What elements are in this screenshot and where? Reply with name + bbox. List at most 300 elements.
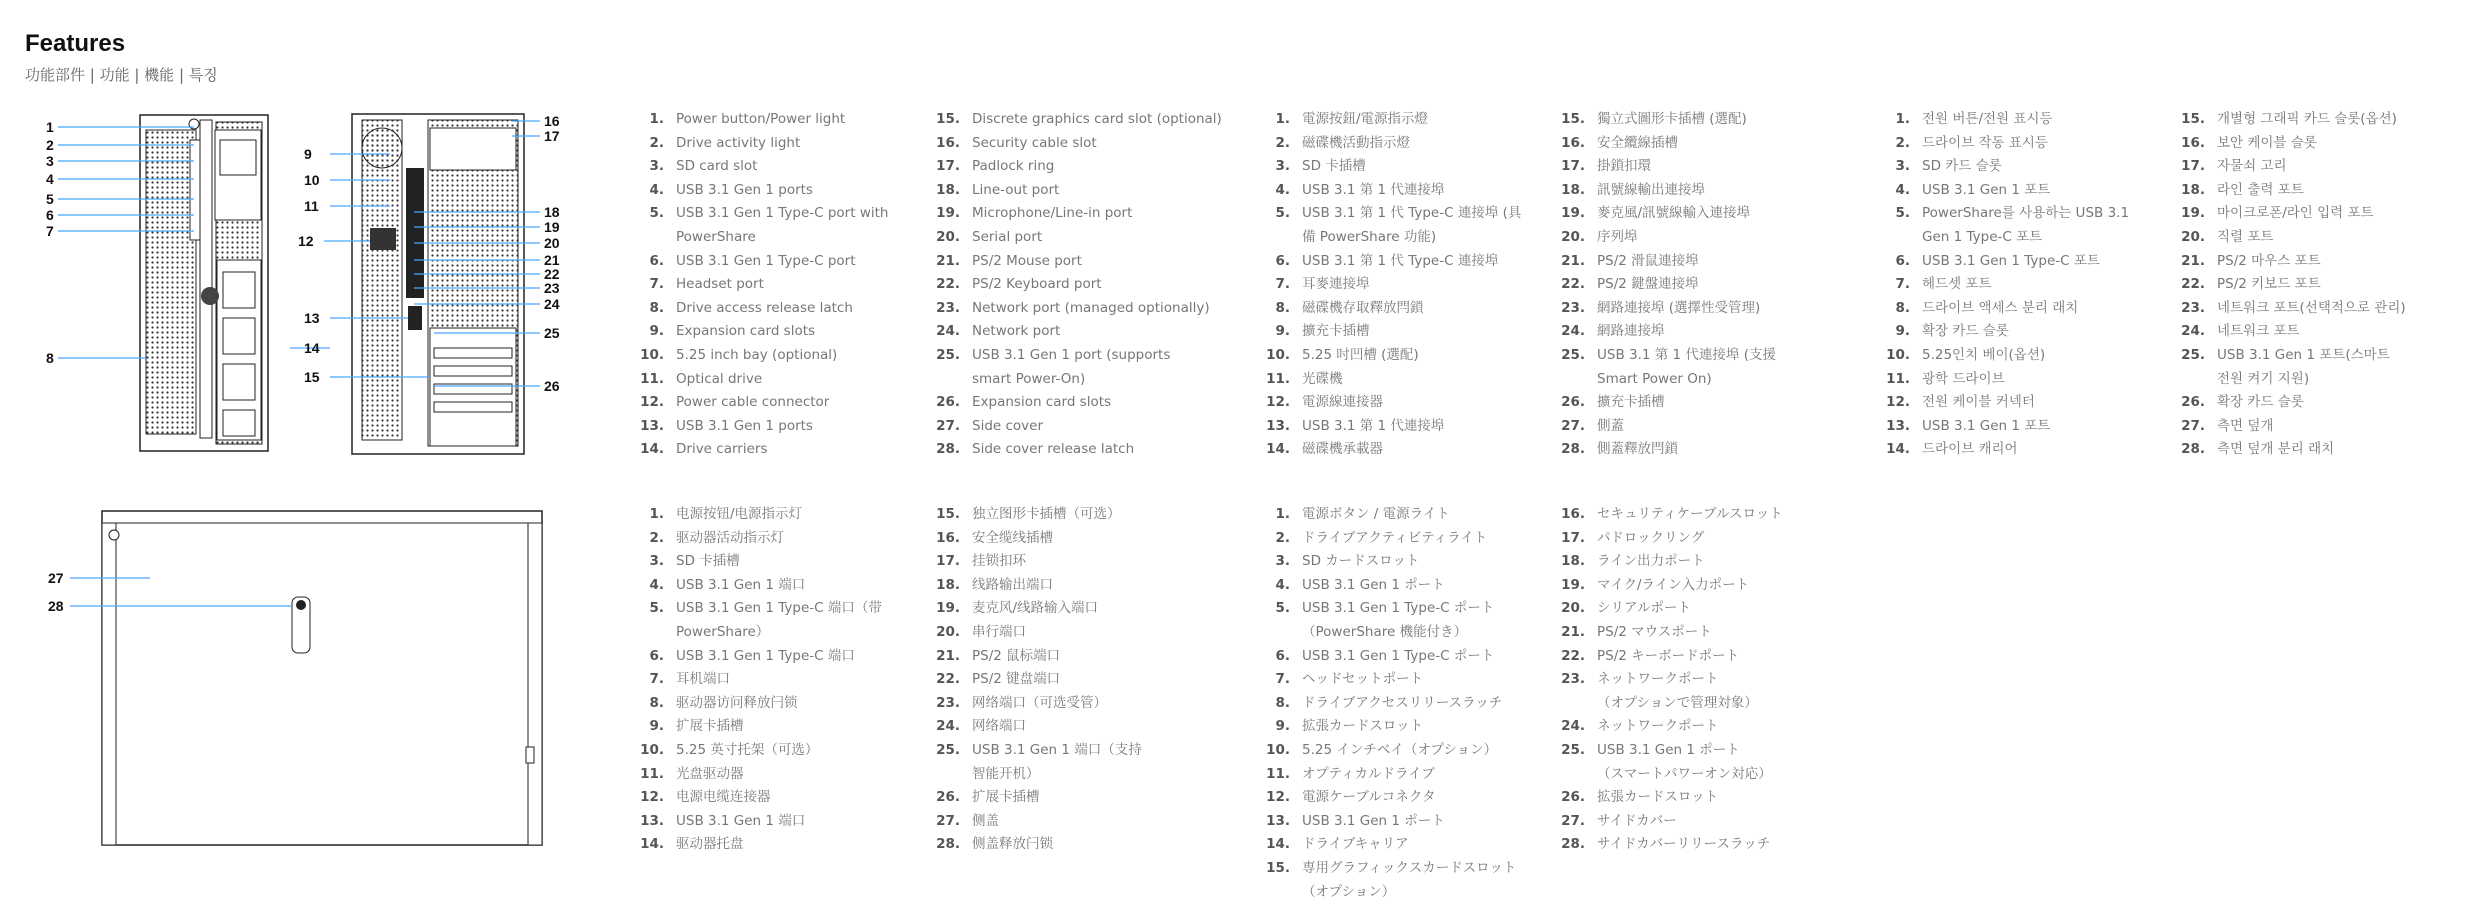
item-label: 安全纜線插槽 — [1597, 134, 1678, 151]
item-label: サイドカバー — [1597, 812, 1677, 829]
item-label: 電源線連接器 — [1302, 394, 1383, 411]
item-number: 12. — [640, 789, 664, 806]
item-label: USB 3.1 Gen 1 ports — [676, 417, 813, 434]
list-item — [1880, 415, 2180, 439]
callout-28: 28 — [48, 598, 64, 614]
item-number: 7. — [649, 276, 664, 293]
item-number: 16. — [1561, 134, 1585, 151]
list-item — [1555, 108, 1855, 132]
list-item — [1880, 250, 2180, 274]
legend-japanese-1 — [1260, 503, 1560, 904]
list-item — [1260, 550, 1560, 574]
item-label: PS/2 키보드 포트 — [2217, 276, 2321, 293]
list-item — [930, 715, 1240, 739]
list-item — [2175, 438, 2475, 462]
item-number: 17. — [1561, 529, 1585, 546]
list-item — [2175, 132, 2475, 156]
item-number: 5. — [649, 205, 664, 222]
item-label: PS/2 キーボードポート — [1597, 647, 1740, 664]
item-label: Serial port — [972, 228, 1043, 245]
item-label: 侧盖释放闩锁 — [972, 836, 1053, 853]
item-label: Side cover release latch — [972, 441, 1135, 458]
item-label: SD 卡插槽 — [1302, 158, 1366, 175]
item-number: 24. — [936, 718, 960, 735]
callout-22: 22 — [544, 266, 560, 282]
item-number: 13. — [640, 812, 664, 829]
item-label: サイドカバーリリースラッチ — [1597, 836, 1771, 853]
list-item — [2175, 273, 2475, 297]
item-number: 6. — [1895, 252, 1910, 269]
list-item — [1555, 574, 1855, 598]
callout-27: 27 — [48, 570, 64, 586]
item-label: USB 3.1 Gen 1 Type-C ポート — [1302, 647, 1495, 664]
list-item — [634, 527, 930, 551]
item-number: 26. — [936, 394, 960, 411]
item-label: Drive access release latch — [676, 299, 853, 316]
rear-view-diagram — [290, 108, 600, 458]
list-item — [930, 527, 1240, 551]
callout-2: 2 — [46, 137, 54, 153]
item-label: 磁碟機活動指示燈 — [1302, 134, 1410, 151]
item-number: 23. — [936, 299, 960, 316]
list-item — [930, 645, 1240, 669]
list-item — [634, 132, 930, 156]
list-item — [930, 621, 1240, 645]
item-number: 22. — [2181, 276, 2205, 293]
list-item — [1555, 415, 1855, 439]
legend-traditional-chinese-2 — [1555, 108, 1855, 462]
callout-11: 11 — [304, 198, 319, 214]
list-item — [1260, 668, 1560, 692]
list-item — [1880, 297, 2180, 321]
item-label: Expansion card slots — [972, 394, 1112, 411]
list-item — [930, 179, 1240, 203]
list-item — [1555, 297, 1855, 321]
item-label: USB 3.1 Gen 1 Type-C port with PowerShare — [676, 205, 889, 245]
list-item — [634, 344, 930, 368]
callout-25: 25 — [544, 325, 560, 341]
front-view-diagram — [40, 110, 280, 460]
item-number: 3. — [1275, 158, 1290, 175]
item-number: 22. — [936, 276, 960, 293]
item-number: 19. — [2181, 205, 2205, 222]
item-label: 드라이브 작동 표시등 — [1922, 134, 2048, 151]
item-number: 6. — [1275, 647, 1290, 664]
list-item — [1555, 250, 1855, 274]
item-number: 15. — [1561, 111, 1585, 127]
list-item — [930, 320, 1240, 344]
item-label: Discrete graphics card slot (optional) — [972, 111, 1222, 127]
item-label: Line-out port — [972, 181, 1060, 198]
item-label: 麥克風/訊號線輸入連接埠 — [1597, 205, 1751, 222]
item-number: 14. — [1266, 836, 1290, 853]
item-number: 5. — [1895, 205, 1910, 222]
item-number: 12. — [1266, 394, 1290, 411]
item-label: 电源电缆连接器 — [676, 789, 771, 806]
item-number: 14. — [640, 836, 664, 853]
item-label: 専用グラフィックスカードスロット （オプション） — [1302, 859, 1517, 900]
item-number: 16. — [936, 529, 960, 546]
list-item — [930, 391, 1240, 415]
list-item — [1260, 715, 1560, 739]
callout-1: 1 — [46, 119, 54, 135]
item-number: 21. — [1561, 623, 1585, 640]
item-number: 11. — [640, 370, 664, 387]
item-number: 8. — [1895, 299, 1910, 316]
list-item — [930, 132, 1240, 156]
callout-21: 21 — [544, 252, 560, 268]
item-number: 16. — [936, 134, 960, 151]
list-item — [1880, 344, 2180, 368]
item-label: USB 3.1 Gen 1 port (supports smart Power-On) — [972, 346, 1171, 387]
item-number: 3. — [649, 553, 664, 570]
item-number: 5. — [1275, 600, 1290, 617]
item-number: 8. — [1275, 299, 1290, 316]
item-label: 光碟機 — [1302, 370, 1343, 387]
item-label: 挂锁扣环 — [972, 553, 1026, 570]
item-label: 驱动器活动指示灯 — [676, 529, 784, 546]
item-number: 13. — [1266, 417, 1290, 434]
item-label: USB 3.1 Gen 1 Type-C 端口（带 PowerShare） — [676, 600, 882, 640]
item-number: 15. — [2181, 111, 2205, 127]
item-label: 라인 출력 포트 — [2217, 181, 2304, 198]
item-number: 9. — [649, 323, 664, 340]
list-item — [634, 550, 930, 574]
callout-10: 10 — [304, 172, 320, 188]
list-item — [634, 320, 930, 344]
item-number: 15. — [936, 506, 960, 522]
list-item — [1260, 597, 1560, 644]
item-number: 17. — [936, 158, 960, 175]
item-label: Network port (managed optionally) — [972, 299, 1210, 316]
item-label: 5.25 inch bay (optional) — [676, 346, 838, 363]
item-number: 9. — [1275, 718, 1290, 735]
item-label: USB 3.1 第 1 代連接埠 — [1302, 417, 1445, 434]
list-item — [634, 179, 930, 203]
item-label: USB 3.1 Gen 1 ports — [676, 181, 813, 198]
item-label: USB 3.1 Gen 1 端口 — [676, 576, 806, 593]
item-label: Padlock ring — [972, 158, 1055, 175]
item-label: Optical drive — [676, 370, 763, 387]
item-label: ネットワークポート （オプションで管理対象） — [1597, 671, 1758, 711]
item-label: USB 3.1 Gen 1 端口 — [676, 812, 806, 829]
list-item — [1260, 786, 1560, 810]
list-item — [1555, 833, 1855, 857]
item-number: 1. — [649, 111, 664, 127]
list-item — [1260, 132, 1560, 156]
item-number: 24. — [1561, 718, 1585, 735]
list-item — [1555, 668, 1855, 715]
item-label: USB 3.1 Gen 1 포트(스마트 전원 켜기 지원) — [2217, 346, 2390, 387]
item-label: SD カードスロット — [1302, 553, 1420, 570]
item-label: 광학 드라이브 — [1922, 370, 2005, 387]
callout-7: 7 — [46, 223, 54, 239]
list-item — [2175, 108, 2475, 132]
list-item — [930, 692, 1240, 716]
item-number: 27. — [936, 417, 960, 434]
item-number: 12. — [640, 394, 664, 411]
item-number: 23. — [936, 694, 960, 711]
item-number: 1. — [1275, 506, 1290, 522]
legend-japanese-2 — [1555, 503, 1855, 857]
item-number: 26. — [2181, 394, 2205, 411]
item-number: 5. — [649, 600, 664, 617]
list-item — [1555, 344, 1855, 391]
item-label: 串行端口 — [972, 623, 1026, 640]
item-label: 安全缆线插槽 — [972, 529, 1053, 546]
item-number: 9. — [1275, 323, 1290, 340]
item-number: 15. — [936, 111, 960, 127]
item-number: 15. — [1266, 859, 1290, 876]
item-number: 10. — [640, 741, 664, 758]
callout-17: 17 — [544, 128, 560, 144]
list-item — [634, 668, 930, 692]
item-number: 28. — [1561, 441, 1585, 458]
list-item — [930, 503, 1240, 527]
item-number: 23. — [1561, 299, 1585, 316]
list-item — [930, 438, 1240, 462]
item-number: 24. — [2181, 323, 2205, 340]
list-item — [930, 155, 1240, 179]
item-label: 직렬 포트 — [2217, 228, 2274, 245]
list-item — [1260, 833, 1560, 857]
item-label: 耳机端口 — [676, 671, 730, 688]
item-label: PS/2 键盘端口 — [972, 671, 1061, 688]
item-number: 17. — [2181, 158, 2205, 175]
item-label: 개별형 그래픽 카드 슬롯(옵션) — [2217, 111, 2397, 127]
item-label: ライン出力ポート — [1597, 553, 1705, 570]
item-number: 26. — [936, 789, 960, 806]
item-number: 6. — [1275, 252, 1290, 269]
list-item — [634, 833, 930, 857]
item-number: 20. — [2181, 228, 2205, 245]
item-label: 线路输出端口 — [972, 576, 1053, 593]
list-item — [2175, 226, 2475, 250]
item-label: 5.25 英寸托架（可选） — [676, 741, 819, 758]
list-item — [930, 786, 1240, 810]
item-label: USB 3.1 第 1 代連接埠 — [1302, 181, 1445, 198]
item-number: 14. — [1886, 441, 1910, 458]
item-label: Side cover — [972, 417, 1044, 434]
item-label: 5.25인치 베이(옵션) — [1922, 346, 2046, 363]
item-label: 電源ボタン / 電源ライト — [1302, 506, 1450, 522]
list-item — [634, 739, 930, 763]
item-label: Drive carriers — [676, 441, 768, 458]
item-number: 20. — [936, 623, 960, 640]
item-number: 20. — [936, 228, 960, 245]
item-label: 전원 케이블 커넥터 — [1922, 394, 2035, 411]
item-number: 2. — [1895, 134, 1910, 151]
item-number: 25. — [936, 346, 960, 363]
item-label: 擴充卡插槽 — [1302, 323, 1370, 340]
callout-5: 5 — [46, 191, 54, 207]
item-label: Microphone/Line-in port — [972, 205, 1133, 222]
item-number: 11. — [1886, 370, 1910, 387]
item-label: USB 3.1 第 1 代 Type-C 連接埠 — [1302, 252, 1499, 269]
item-number: 7. — [1275, 671, 1290, 688]
item-number: 4. — [1895, 181, 1910, 198]
item-number: 1. — [649, 506, 664, 522]
list-item — [1260, 179, 1560, 203]
item-label: 网络端口 — [972, 718, 1026, 735]
item-label: 耳麥連接埠 — [1302, 276, 1370, 293]
list-item — [1555, 527, 1855, 551]
item-number: 4. — [1275, 181, 1290, 198]
item-number: 19. — [936, 205, 960, 222]
list-item — [634, 297, 930, 321]
item-number: 19. — [936, 600, 960, 617]
legend-simplified-chinese-2 — [930, 503, 1240, 857]
item-number: 10. — [640, 346, 664, 363]
item-number: 7. — [649, 671, 664, 688]
callout-18: 18 — [544, 204, 560, 220]
item-number: 2. — [1275, 134, 1290, 151]
list-item — [634, 438, 930, 462]
item-label: ネットワークポート — [1597, 718, 1719, 735]
list-item — [930, 739, 1240, 786]
list-item — [1260, 415, 1560, 439]
item-label: 5.25 吋凹槽 (選配) — [1302, 346, 1419, 363]
list-item — [1555, 273, 1855, 297]
item-label: Power cable connector — [676, 394, 830, 411]
item-number: 22. — [1561, 276, 1585, 293]
item-number: 24. — [1561, 323, 1585, 340]
item-label: USB 3.1 Gen 1 포트 — [1922, 417, 2051, 434]
item-number: 9. — [1895, 323, 1910, 340]
list-item — [634, 250, 930, 274]
item-label: 扩展卡插槽 — [676, 718, 744, 735]
item-label: 驱动器托盘 — [676, 836, 744, 853]
list-item — [634, 715, 930, 739]
item-number: 19. — [1561, 205, 1585, 222]
list-item — [930, 108, 1240, 132]
item-number: 28. — [1561, 836, 1585, 853]
callout-13: 13 — [304, 310, 320, 326]
item-number: 16. — [1561, 506, 1585, 522]
list-item — [1260, 692, 1560, 716]
list-item — [634, 155, 930, 179]
callout-16: 16 — [544, 113, 560, 129]
item-number: 22. — [936, 671, 960, 688]
legend-traditional-chinese-1 — [1260, 108, 1560, 462]
list-item — [1260, 857, 1560, 904]
callout-4: 4 — [46, 171, 54, 187]
item-label: 電源按鈕/電源指示燈 — [1302, 111, 1429, 127]
legend-english-2 — [930, 108, 1240, 462]
item-number: 11. — [1266, 765, 1290, 782]
list-item — [1880, 273, 2180, 297]
item-label: ドライブアクティビティライト — [1302, 529, 1488, 546]
list-item — [634, 415, 930, 439]
item-label: 드라이브 캐리어 — [1922, 441, 2018, 458]
item-number: 3. — [1275, 553, 1290, 570]
callout-8: 8 — [46, 350, 54, 366]
list-item — [1260, 438, 1560, 462]
list-item — [1555, 550, 1855, 574]
item-number: 18. — [1561, 553, 1585, 570]
list-item — [634, 503, 930, 527]
item-label: USB 3.1 第 1 代 Type-C 連接埠 (具 備 PowerShare 功能) — [1302, 205, 1522, 245]
item-label: 측면 덮개 분리 래치 — [2217, 441, 2335, 458]
callout-24: 24 — [544, 296, 560, 312]
legend-english-1 — [634, 108, 930, 462]
list-item — [1260, 645, 1560, 669]
item-number: 21. — [1561, 252, 1585, 269]
item-label: USB 3.1 Gen 1 ポート （スマートパワーオン対応） — [1597, 741, 1772, 782]
list-item — [1880, 179, 2180, 203]
item-label: PS/2 鼠标端口 — [972, 647, 1061, 664]
list-item — [1555, 503, 1855, 527]
list-item — [2175, 179, 2475, 203]
item-number: 10. — [1886, 346, 1910, 363]
list-item — [2175, 320, 2475, 344]
item-number: 8. — [649, 299, 664, 316]
callout-12: 12 — [298, 233, 314, 249]
item-label: 網路連接埠 — [1597, 323, 1665, 340]
list-item — [1260, 273, 1560, 297]
item-label: シリアルポート — [1597, 600, 1691, 617]
item-number: 25. — [2181, 346, 2205, 363]
list-item — [1880, 368, 2180, 392]
list-item — [930, 668, 1240, 692]
item-number: 14. — [1266, 441, 1290, 458]
legend-korean-2 — [2175, 108, 2475, 462]
item-label: USB 3.1 Gen 1 포트 — [1922, 181, 2051, 198]
item-label: 擴充卡插槽 — [1597, 394, 1665, 411]
item-label: USB 3.1 Gen 1 Type-C 포트 — [1922, 252, 2100, 269]
item-label: 麦克风/线路输入端口 — [972, 600, 1099, 617]
list-item — [1555, 179, 1855, 203]
item-number: 12. — [1266, 789, 1290, 806]
side-view-diagram — [40, 505, 550, 850]
list-item — [634, 391, 930, 415]
item-label: 확장 카드 슬롯 — [2217, 394, 2304, 411]
item-number: 26. — [1561, 394, 1585, 411]
item-label: PS/2 鍵盤連接埠 — [1597, 276, 1699, 293]
list-item — [930, 344, 1240, 391]
item-label: 网络端口（可选受管） — [972, 694, 1107, 711]
list-item — [1555, 739, 1855, 786]
item-number: 27. — [2181, 417, 2205, 434]
item-number: 13. — [640, 417, 664, 434]
item-number: 4. — [1275, 576, 1290, 593]
list-item — [2175, 155, 2475, 179]
item-number: 14. — [640, 441, 664, 458]
item-label: 5.25 インチベイ（オプション） — [1302, 741, 1498, 758]
list-item — [1260, 503, 1560, 527]
list-item — [930, 810, 1240, 834]
item-label: 电源按钮/电源指示灯 — [676, 506, 803, 522]
item-label: 헤드셋 포트 — [1922, 276, 1992, 293]
item-label: 전원 버튼/전원 표시등 — [1922, 111, 2053, 127]
list-item — [1880, 438, 2180, 462]
item-number: 27. — [1561, 417, 1585, 434]
callout-15: 15 — [304, 369, 320, 385]
item-label: ヘッドセットポート — [1302, 671, 1424, 688]
item-label: SD 卡插槽 — [676, 553, 740, 570]
item-label: 侧盖 — [972, 812, 999, 829]
list-item — [2175, 415, 2475, 439]
item-label: 訊號線輸出連接埠 — [1597, 181, 1705, 198]
list-item — [1260, 155, 1560, 179]
list-item — [1260, 108, 1560, 132]
list-item — [1555, 786, 1855, 810]
callout-26: 26 — [544, 378, 560, 394]
item-number: 3. — [649, 158, 664, 175]
list-item — [1555, 597, 1855, 621]
item-number: 27. — [936, 812, 960, 829]
page-subtitle: 功能部件 | 功能 | 機能 | 특징 — [25, 66, 218, 84]
